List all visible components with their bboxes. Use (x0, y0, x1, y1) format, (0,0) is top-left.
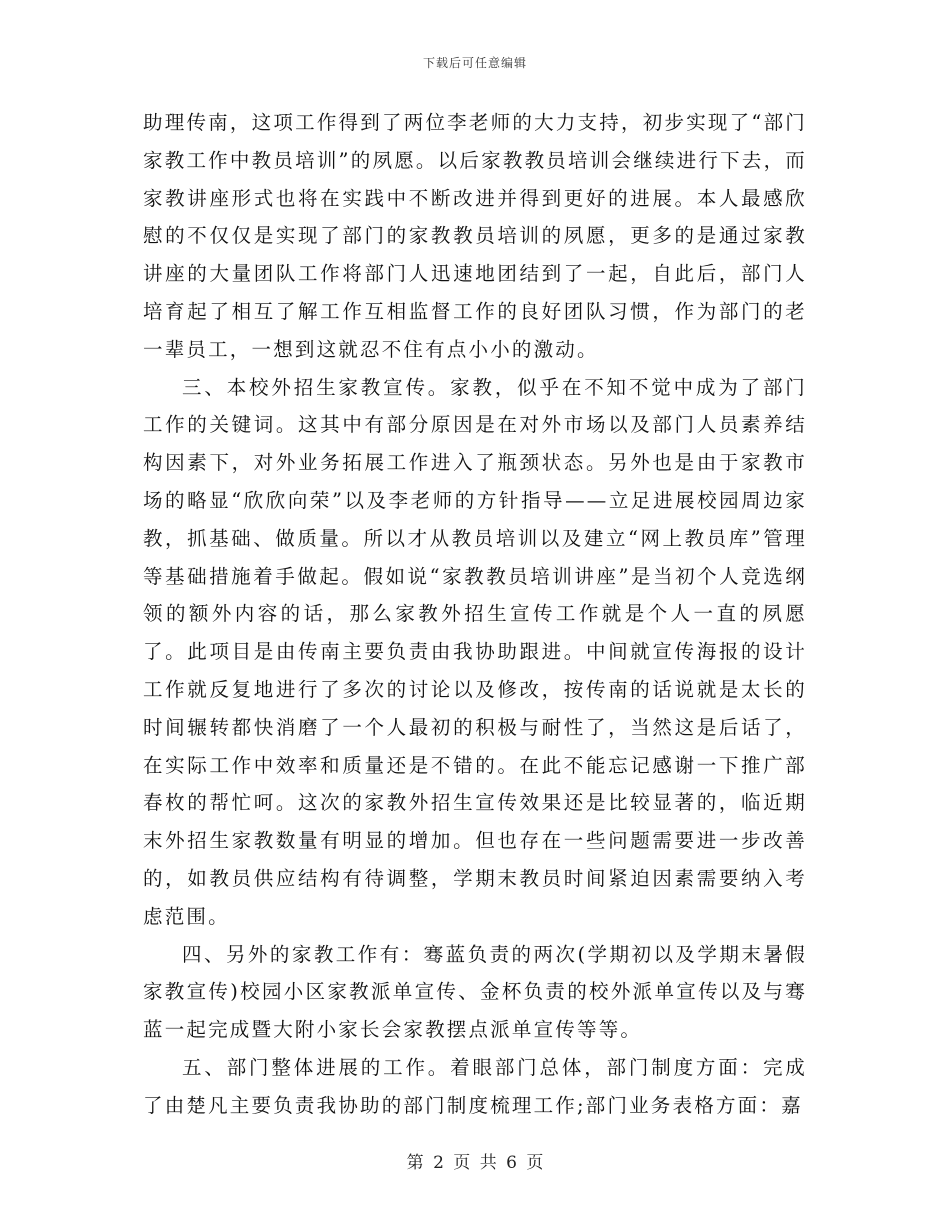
page-header: 下载后可任意编辑 (422, 56, 527, 70)
paragraph-continuation: 助理传南，这项工作得到了两位李老师的大力支持，初步实现了“部门家教工作中教员培训”的夙愿。以后家教教员培训会继续进行下去，而家教讲座形式也将在实践中不断改进并得到更好的进展。本人最感欣慰的不仅仅是实现了部门的家教教员培训的夙愿，更多的是通过家教讲座的大量团队工作将部门人迅速地团结到了一起，自此后，部门人培育起了相互了解工作互相监督工作的良好团队习惯，作为部门的老一辈员工，一想到这就忍不住有点小小的激动。 (143, 111, 807, 361)
document-body (143, 104, 807, 1125)
paragraph-section-three: 三、本校外招生家教宣传。家教，似乎在不知不觉中成为了部门工作的关键词。这其中有部分原因是在对外市场以及部门人员素养结构因素下，对外业务拓展工作进入了瓶颈状态。另外也是由于家教市场的略显“欣欣向荣”以及李老师的方针指导——立足进展校园周边家教，抓基础、做质量。所以才从教员培训以及建立“网上教员库”管理等基础措施着手做起。假如说“家教教员培训讲座”是当初个人竞选纲领的额外内容的话，那么家教外招生宣传工作就是个人一直的夙愿了。此项目是由传南主要负责由我协助跟进。中间就宣传海报的设计工作就反复地进行了多次的讨论以及修改，按传南的话说就是太长的时间辗转都快消磨了一个人最初的积极与耐性了，当然这是后话了，在实际工作中效率和质量还是不错的。在此不能忘记感谢一下推广部春枚的帮忙呵。这次的家教外招生宣传效果还是比较显著的，临近期末外招生家教数量有明显的增加。但也存在一些问题需要进一步改善的，如教员供应结构有待调整，学期末教员时间紧迫因素需要纳入考虑范围。 (143, 375, 807, 928)
paragraph-section-four: 四、另外的家教工作有：骞蓝负责的两次(学期初以及学期末暑假家教宣传)校园小区家教派单宣传、金杯负责的校外派单宣传以及与骞蓝一起完成暨大附小家长会家教摆点派单宣传等等。 (143, 942, 807, 1042)
paragraph-section-five: 五、部门整体进展的工作。着眼部门总体，部门制度方面：完成了由楚凡主要负责我协助的部门制度梳理工作;部门业务表格方面：嘉 (143, 1055, 807, 1117)
page-number: 第 2 页 共 6 页 (406, 1153, 544, 1173)
